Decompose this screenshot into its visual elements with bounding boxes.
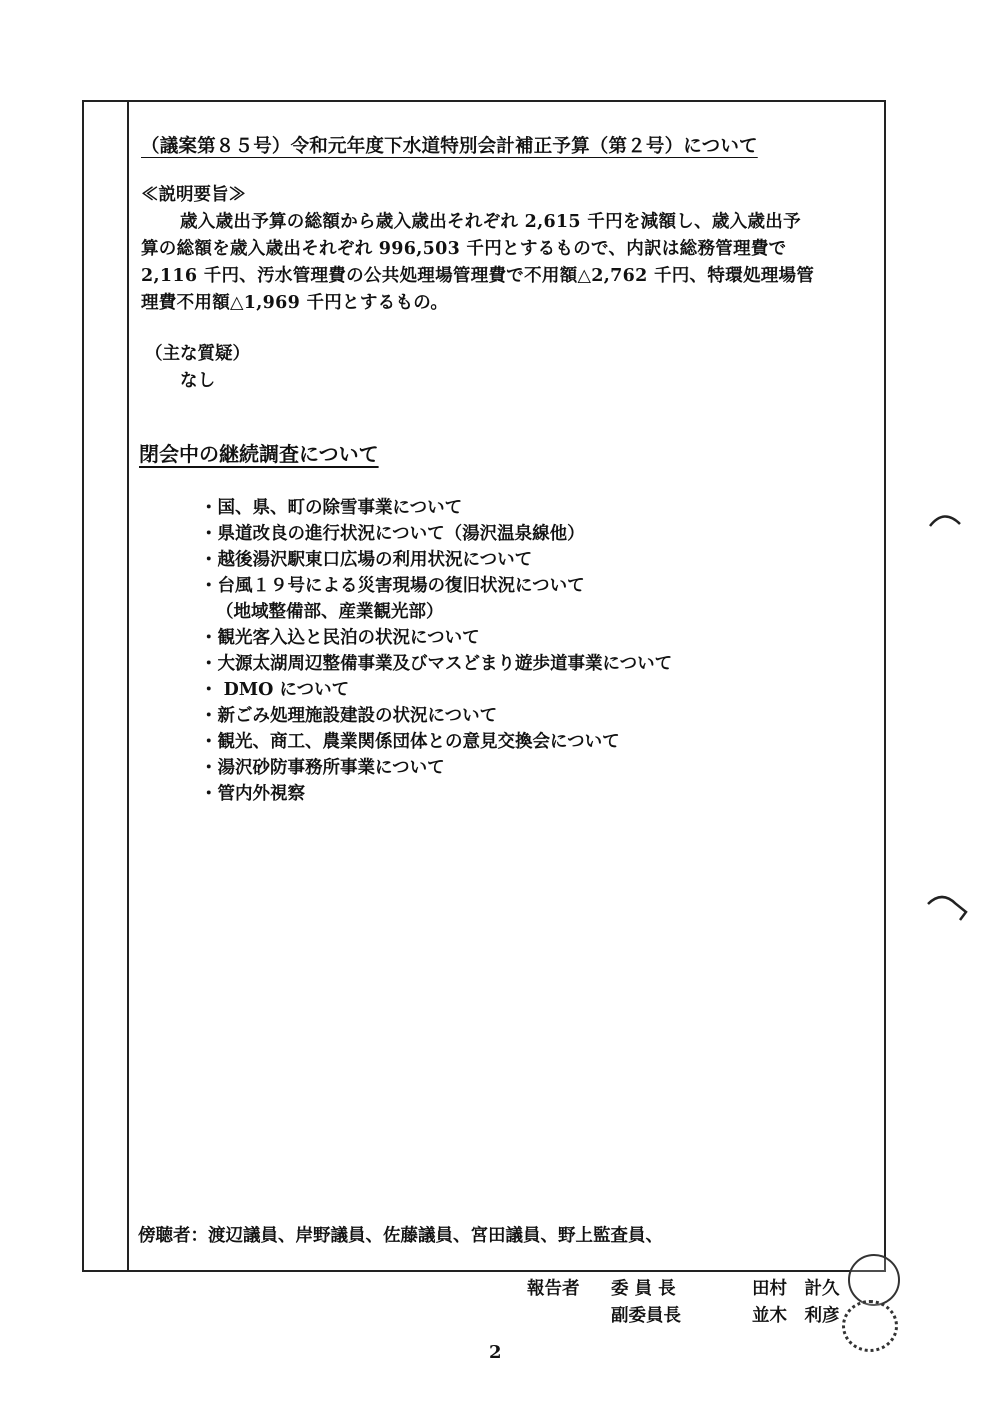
list-item: ・観光、商工、農業関係団体との意見交換会について (200, 732, 620, 752)
list-item: ・国、県、町の除雪事業について (200, 498, 463, 518)
list-item: ・湯沢砂防事務所事業について (200, 758, 445, 778)
list-item: ・ DMO について (200, 680, 350, 700)
punch-hole-mark (926, 890, 970, 926)
questions-label: （主な質疑） (145, 344, 250, 364)
punch-hole-mark (928, 506, 964, 530)
margin-rule (127, 100, 129, 1272)
reporter-label: 報告者 (527, 1279, 580, 1299)
list-item: ・観光客入込と民泊の状況について (200, 628, 480, 648)
vice-chair-title: 副委員長 (611, 1306, 681, 1326)
list-item: ・管内外視察 (200, 784, 305, 804)
list-item: ・台風１９号による災害現場の復旧状況について (200, 576, 585, 596)
list-item: ・越後湯沢駅東口広場の利用状況について (200, 550, 533, 570)
list-item: ・県道改良の進行状況について（湯沢温泉線他） (200, 524, 585, 544)
explanation-label: ≪説明要旨≫ (141, 185, 246, 205)
list-item: ・新ごみ処理施設建設の状況について (200, 706, 498, 726)
explanation-line-2: 算の総額を歳入歳出それぞれ 996,503 千円とするもので、内訳は総務管理費で (141, 239, 787, 259)
recess-heading: 閉会中の継続調査について (139, 442, 379, 466)
chair-title: 委 員 長 (611, 1279, 676, 1299)
vice-chair-seal-stamp (842, 1300, 898, 1352)
list-item: ・大源太湖周辺整備事業及びマスどまり遊歩道事業について (200, 654, 673, 674)
chair-seal-stamp (848, 1254, 900, 1306)
vice-chair-name: 並木 利彦 (752, 1306, 840, 1326)
list-item-continuation: （地域整備部、産業観光部） (216, 602, 444, 622)
questions-value: なし (180, 371, 216, 391)
explanation-line-3: 2,116 千円、汚水管理費の公共処理場管理費で不用額△2,762 千円、特環処理場管 (141, 266, 815, 286)
explanation-line-1: 歳入歳出予算の総額から歳入歳出それぞれ 2,615 千円を減額し、歳入歳出予 (180, 212, 801, 232)
chair-name: 田村 計久 (752, 1279, 840, 1299)
page-number: 2 (489, 1342, 502, 1363)
bill-heading: （議案第８５号）令和元年度下水道特別会計補正予算（第２号）について (141, 136, 758, 157)
explanation-line-4: 理費不用額△1,969 千円とするもの。 (141, 293, 449, 313)
attendees-line: 傍聴者：渡辺議員、岸野議員、佐藤議員、宮田議員、野上監査員、 (138, 1226, 663, 1246)
